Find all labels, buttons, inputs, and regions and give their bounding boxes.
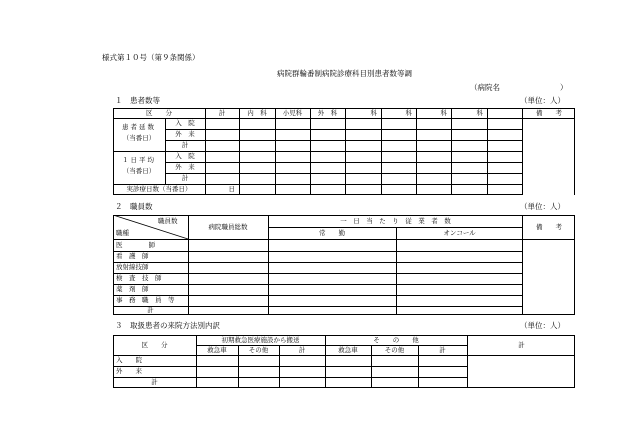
row-clerical-staff: 事 務 職 員 等 [116, 296, 175, 305]
col-total: 計 [218, 108, 226, 117]
col-grand-total: 計 [518, 340, 525, 349]
row-radiology-tech: 放射線技師 [116, 263, 149, 272]
section2-unit: （単位：人） [520, 202, 565, 211]
row-group-patient-total: 患者延数 [122, 122, 156, 131]
col-dept-blank-1: 科 [370, 108, 377, 117]
col-other-group: そ の 他 [373, 335, 419, 344]
row-outpatient: 外 来 [175, 130, 195, 139]
col-dept-blank-4: 科 [476, 108, 483, 117]
arrival-method-table [113, 335, 575, 388]
row-outpatient-avg: 外 来 [175, 163, 195, 172]
col-other-1: その他 [248, 345, 269, 354]
section3-unit: （単位：人） [520, 321, 565, 330]
row-doctor: 医 師 [116, 240, 155, 249]
col-ambulance-1: 救急車 [207, 345, 227, 354]
row-clinic-days: 実診療日数（当番日） [126, 184, 192, 193]
corner-staff-count: 職員数 [158, 217, 178, 225]
col-subtotal-2: 計 [439, 345, 446, 354]
row-subtotal: 計 [181, 141, 189, 150]
col-arrival-kubun: 区 分 [141, 340, 168, 349]
row-inpatient-avg: 入 院 [175, 152, 195, 161]
col-full-time: 常 勤 [319, 228, 345, 237]
col-dept-blank-2: 科 [405, 108, 412, 117]
document-title: 病院群輪番制病院診療科目別患者数等調 [277, 69, 412, 78]
col-on-call: オンコール [443, 228, 476, 237]
row-arrival-inpatient: 入 院 [116, 356, 142, 365]
row-lab-tech: 検 査 技 師 [116, 274, 162, 283]
row-arrival-total: 計 [151, 377, 158, 386]
col-subtotal-1: 計 [298, 345, 306, 354]
col-dept-blank-3: 科 [440, 108, 447, 117]
col-internal-medicine: 内 科 [247, 108, 267, 117]
col-kubun: 区 分 [146, 108, 172, 117]
col-daily-staff: 一 日 当 た り 従 業 者 数 [340, 216, 451, 225]
clinic-days-unit: 日 [228, 184, 235, 193]
row-subtotal-avg: 計 [181, 174, 189, 183]
row-pharmacist: 薬 剤 師 [116, 285, 149, 294]
row-group-duty-day: （当番日） [122, 133, 156, 142]
row-inpatient: 入 院 [175, 119, 195, 128]
form-number: 様式第１０号（第９条関係） [102, 53, 200, 62]
staff-table [113, 215, 575, 315]
col-other-2: その他 [384, 345, 405, 354]
col-surgery: 外 科 [317, 108, 338, 117]
col-pediatrics: 小児科 [282, 108, 303, 117]
hospital-name-field: （病院名 ） [470, 83, 568, 92]
section2-heading: ２ 職員数 [115, 202, 153, 211]
section3-heading: ３ 取扱患者の来院方法別内訳 [115, 321, 220, 330]
row-staff-total: 計 [147, 305, 154, 314]
col-remarks: 備 考 [536, 108, 562, 117]
corner-job-type: 職種 [116, 229, 129, 237]
section1-unit: （単位：人） [520, 96, 565, 105]
row-arrival-outpatient: 外 来 [116, 367, 142, 376]
row-group-daily-average: １日平均 [122, 155, 156, 164]
row-nurse: 看 護 師 [116, 252, 149, 261]
col-staff-remarks: 備 考 [536, 222, 562, 231]
col-total-staff: 病院職員総数 [208, 222, 248, 231]
patients-table [113, 108, 575, 195]
section1-heading: １ 患者数等 [115, 96, 160, 105]
col-ambulance-2: 救急車 [338, 345, 358, 354]
col-transfer-group: 初期救急医療施設から搬送 [221, 335, 300, 344]
row-group-duty-day-2: （当番日） [122, 166, 156, 175]
